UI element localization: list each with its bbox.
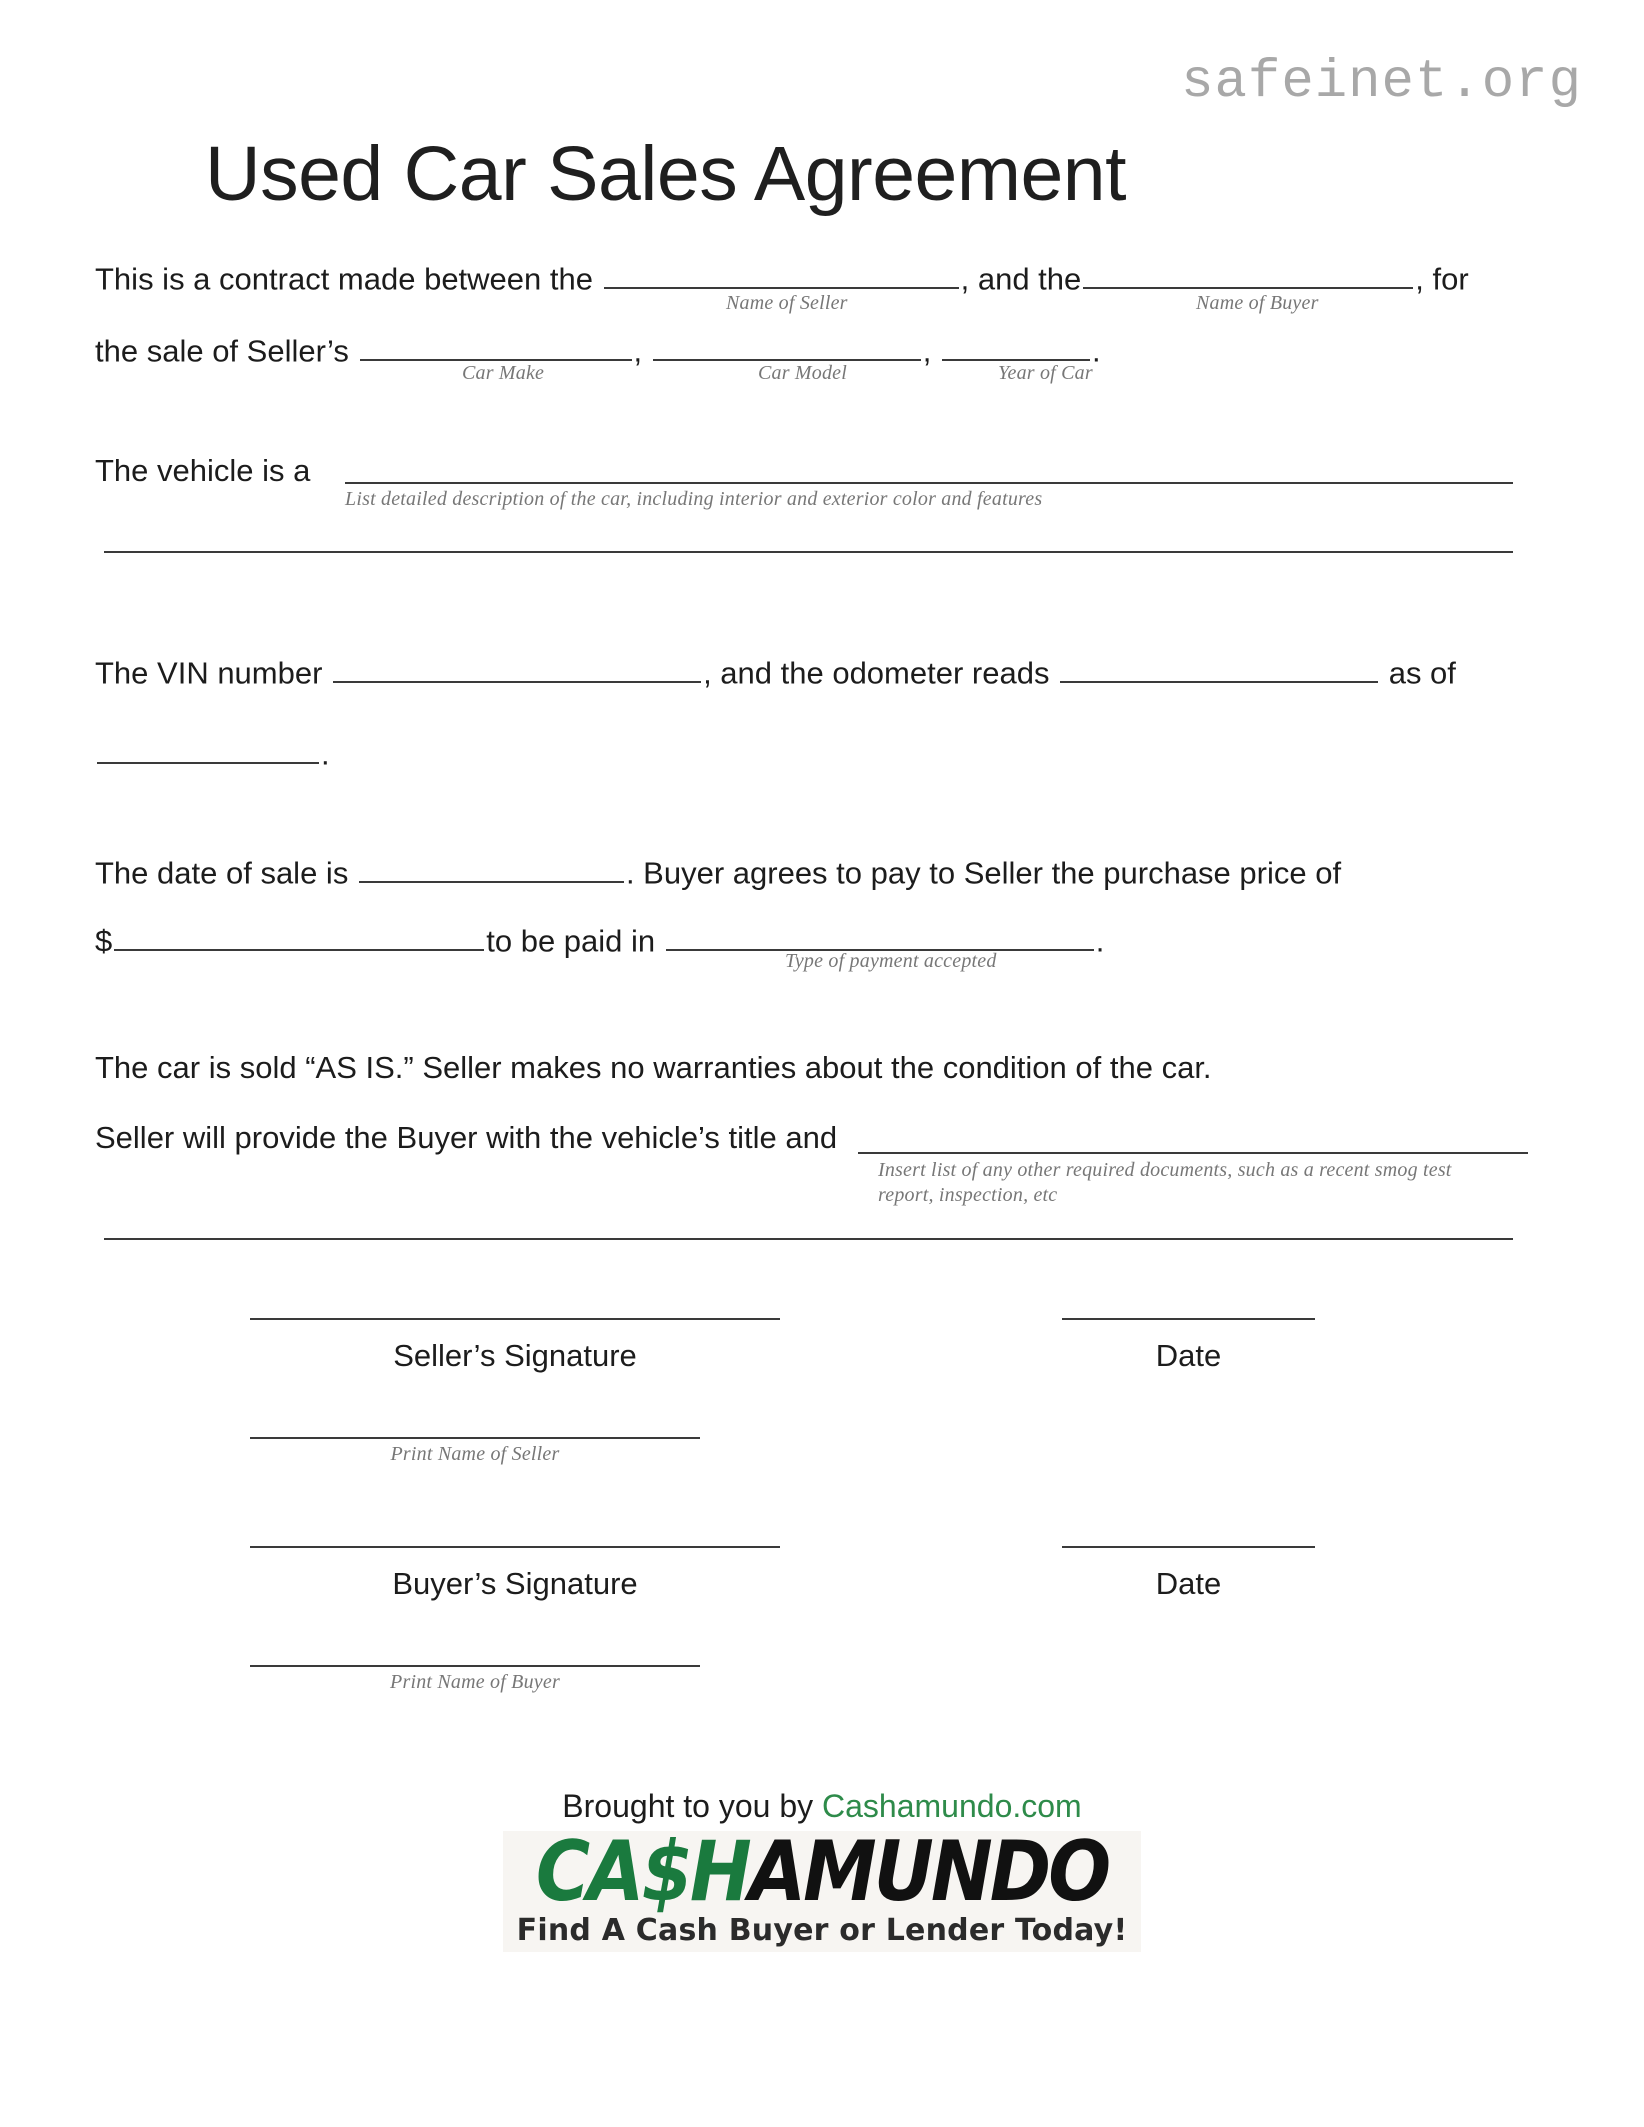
to-be-paid-in-text: to be paid in — [486, 923, 656, 959]
blank-print-name-of-seller[interactable] — [250, 1437, 700, 1439]
blank-buyer-date[interactable] — [1062, 1546, 1315, 1548]
label-seller-signature: Seller’s Signature — [393, 1338, 637, 1373]
blank-name-of-buyer[interactable] — [1083, 258, 1413, 289]
label-seller-date: Date — [1155, 1338, 1222, 1373]
as-of-text: as of — [1388, 655, 1456, 691]
blank-name-of-seller[interactable] — [604, 258, 959, 289]
blank-vehicle-description-2[interactable] — [104, 551, 1513, 553]
logo-amundo-text: AMUNDO — [748, 1824, 1109, 1921]
caption-name-of-buyer: Name of Buyer — [1196, 292, 1319, 314]
contract-and-the-text: , and the — [960, 261, 1082, 297]
brought-to-you-by — [0, 1788, 1644, 1825]
blank-buyer-signature[interactable] — [250, 1546, 780, 1548]
watermark-safeinet: safeinet.org — [1181, 52, 1582, 113]
contract-parties-line — [95, 258, 1469, 297]
purchase-price-text: . Buyer agrees to pay to Seller the purchase price of — [625, 855, 1342, 891]
caption-print-name-of-buyer: Print Name of Buyer — [390, 1671, 560, 1693]
cashamundo-logo — [503, 1824, 1142, 1952]
blank-other-documents-2[interactable] — [104, 1238, 1513, 1240]
vehicle-is-a-text: The vehicle is a — [95, 453, 311, 488]
blank-odometer-reading[interactable] — [1060, 652, 1378, 683]
contract-intro-text: This is a contract made between the — [95, 261, 593, 297]
blank-seller-signature[interactable] — [250, 1318, 780, 1320]
blank-purchase-amount[interactable] — [114, 920, 484, 951]
caption-print-name-of-seller: Print Name of Seller — [390, 1443, 560, 1465]
blank-car-model[interactable] — [653, 330, 921, 361]
caption-year-of-car: Year of Car — [998, 362, 1093, 384]
caption-name-of-seller: Name of Seller — [726, 292, 848, 314]
blank-seller-date[interactable] — [1062, 1318, 1315, 1320]
vehicle-description-line — [95, 455, 310, 486]
odometer-reads-text: , and the odometer reads — [703, 655, 1050, 691]
page-title: Used Car Sales Agreement — [205, 130, 1127, 217]
vehicle-identity-line — [95, 330, 1101, 369]
footer — [0, 1788, 1644, 1952]
label-buyer-date: Date — [1155, 1566, 1222, 1601]
period-after-odometer-date: . — [321, 736, 330, 772]
blank-date-of-sale[interactable] — [359, 852, 624, 883]
logo-tagline: Find A Cash Buyer or Lender Today! — [516, 1913, 1128, 1949]
date-of-sale-line — [95, 852, 1342, 891]
period-after-payment-type: . — [1095, 923, 1105, 959]
period-after-year: . — [1092, 333, 1101, 369]
contract-for-text: , for — [1415, 261, 1469, 297]
caption-other-documents: Insert list of any other required documents, such as a recent smog test report, inspection, etc — [878, 1159, 1452, 1206]
caption-payment-type: Type of payment accepted — [785, 950, 997, 972]
comma-after-make: , — [633, 333, 643, 369]
blank-vehicle-description-1[interactable] — [345, 482, 1513, 484]
dollar-sign: $ — [95, 923, 113, 959]
date-of-sale-text: The date of sale is — [95, 855, 349, 891]
caption-vehicle-description: List detailed description of the car, including interior and exterior color and features — [345, 488, 1043, 510]
vin-odometer-line — [95, 652, 1456, 691]
logo-wordmark — [517, 1824, 1128, 1921]
brought-prefix-text: Brought to you by — [562, 1788, 823, 1824]
blank-other-documents-1[interactable] — [858, 1152, 1528, 1154]
as-is-clause: The car is sold “AS IS.” Seller makes no warranties about the condition of the car. — [95, 1050, 1212, 1085]
title-and-text: Seller will provide the Buyer with the vehicle’s title and — [95, 1120, 838, 1155]
cashamundo-link[interactable]: Cashamundo.com — [822, 1788, 1082, 1824]
vin-date-line — [95, 733, 330, 772]
blank-payment-type[interactable] — [666, 920, 1094, 951]
comma-after-model: , — [922, 333, 932, 369]
blank-car-make[interactable] — [360, 330, 632, 361]
label-buyer-signature: Buyer’s Signature — [392, 1566, 638, 1601]
caption-car-make: Car Make — [462, 362, 545, 384]
blank-vin-number[interactable] — [333, 652, 701, 683]
title-documents-line — [95, 1122, 837, 1153]
blank-odometer-date[interactable] — [97, 733, 319, 764]
blank-print-name-of-buyer[interactable] — [250, 1665, 700, 1667]
blank-year-of-car[interactable] — [942, 330, 1090, 361]
logo-cash-text: CA$H — [535, 1824, 749, 1921]
sale-of-sellers-text: the sale of Seller’s — [95, 333, 349, 369]
caption-car-model: Car Model — [758, 362, 848, 384]
vin-number-text: The VIN number — [95, 655, 323, 691]
